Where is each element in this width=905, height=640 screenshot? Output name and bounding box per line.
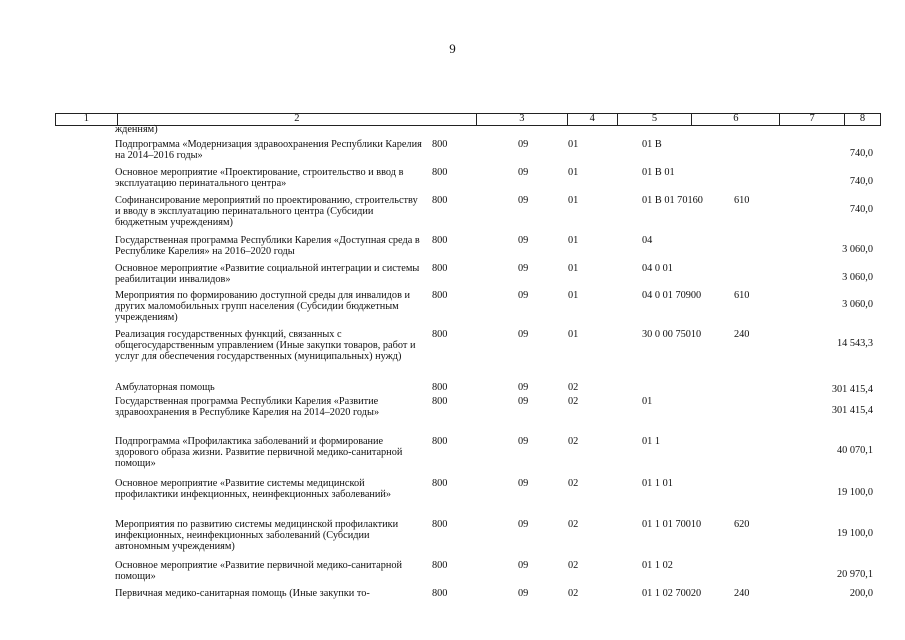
- header-col-7: 7: [779, 114, 844, 125]
- row-section-code: 09: [518, 436, 529, 447]
- header-col-3: 3: [476, 114, 567, 125]
- row-section-code: 09: [518, 263, 529, 274]
- row-target-article: 30 0 00 75010: [642, 329, 702, 340]
- row-target-article: 01 В 01: [642, 167, 675, 178]
- row-section-code: 09: [518, 560, 529, 571]
- row-target-article: 01 1 02: [642, 560, 673, 571]
- row-section-code: 09: [518, 478, 529, 489]
- row-ministry-code: 800: [432, 290, 448, 301]
- row-target-article: 01: [642, 396, 653, 407]
- row-expense-type: 240: [734, 329, 750, 340]
- page-number: 9: [449, 41, 456, 56]
- row-ministry-code: 800: [432, 139, 448, 150]
- row-section-code: 09: [518, 588, 529, 599]
- row-name: Основное мероприятие «Развитие первичной медико-санитарной помощи»: [115, 560, 403, 583]
- row-subsection-code: 02: [568, 560, 579, 571]
- row-target-article: 01 В: [642, 139, 662, 150]
- row-name: жденням): [115, 124, 158, 135]
- row-amount: 200,0: [849, 588, 873, 599]
- row-section-code: 09: [518, 290, 529, 301]
- row-subsection-code: 02: [568, 519, 579, 530]
- header-col-2: 2: [117, 114, 476, 125]
- row-amount: 40 070,1: [836, 445, 873, 456]
- row-subsection-code: 01: [568, 263, 579, 274]
- row-target-article: 01 1 01: [642, 478, 673, 489]
- row-section-code: 09: [518, 195, 529, 206]
- row-ministry-code: 800: [432, 167, 448, 178]
- row-amount: 3 060,0: [842, 299, 873, 310]
- row-ministry-code: 800: [432, 396, 448, 407]
- row-subsection-code: 01: [568, 139, 579, 150]
- row-name: Подпрограмма «Профилактика заболеваний и формирование здорового образа жизни. Развитие первичной медико-санитарной помощи»: [115, 436, 403, 470]
- row-ministry-code: 800: [432, 519, 448, 530]
- row-name: Основное мероприятие «Развитие социальной интеграции и системы реабилитации инвалидов»: [115, 263, 420, 286]
- row-ministry-code: 800: [432, 382, 448, 393]
- row-subsection-code: 01: [568, 167, 579, 178]
- row-subsection-code: 01: [568, 235, 579, 246]
- row-ministry-code: 800: [432, 329, 448, 340]
- row-ministry-code: 800: [432, 588, 448, 599]
- row-ministry-code: 800: [432, 263, 448, 274]
- row-section-code: 09: [518, 519, 529, 530]
- row-name: Мероприятия по развитию системы медицинской профилактики инфекционных, неинфекционных заболеваний (Субсидии автономным учреждениям): [115, 519, 399, 553]
- row-name: Первичная медико-санитарная помощь (Иные закупки то-: [115, 588, 370, 599]
- row-amount: 3 060,0: [842, 244, 873, 255]
- row-subsection-code: 02: [568, 588, 579, 599]
- row-target-article: 01 1: [642, 436, 661, 447]
- row-name: Реализация государственных функций, связанных с общегосударственным управлением (Иные закупки товаров, работ и услуг для обеспечения государственных (муниципальных) нужд): [115, 329, 416, 363]
- row-ministry-code: 800: [432, 560, 448, 571]
- row-subsection-code: 02: [568, 382, 579, 393]
- row-target-article: 04: [642, 235, 653, 246]
- row-amount: 3 060,0: [842, 272, 873, 283]
- row-ministry-code: 800: [432, 195, 448, 206]
- header-col-6: 6: [691, 114, 779, 125]
- row-section-code: 09: [518, 329, 529, 340]
- header-col-4: 4: [567, 114, 617, 125]
- row-amount: 20 970,1: [836, 569, 873, 580]
- row-name: Подпрограмма «Модернизация здравоохранения Республики Карелия на 2014–2016 годы»: [115, 139, 422, 162]
- row-name: Амбулаторная помощь: [115, 382, 215, 393]
- row-amount: 740,0: [849, 148, 873, 159]
- row-amount: 301 415,4: [831, 384, 873, 395]
- row-name: Государственная программа Республики Карелия «Доступная среда в Республике Карелия» на 2016–2020 годы: [115, 235, 420, 258]
- row-name: Мероприятия по формированию доступной среды для инвалидов и других маломобильных групп населения (Субсидии бюджетным учреждениям): [115, 290, 411, 324]
- row-target-article: 01 В 01 70160: [642, 195, 703, 206]
- row-target-article: 01 1 02 70020: [642, 588, 702, 599]
- row-section-code: 09: [518, 235, 529, 246]
- row-target-article: 04 0 01 70900: [642, 290, 702, 301]
- row-name: Основное мероприятие «Развитие системы медицинской профилактики инфекционных, неинфекционных заболеваний»: [115, 478, 392, 501]
- row-section-code: 09: [518, 167, 529, 178]
- row-expense-type: 240: [734, 588, 750, 599]
- row-name: Софинансирование мероприятий по проектированию, строительству и вводу в эксплуатацию перинатального центра (Субсидии бюджетным учреждениям): [115, 195, 418, 229]
- row-section-code: 09: [518, 382, 529, 393]
- row-target-article: 01 1 01 70010: [642, 519, 702, 530]
- row-expense-type: 620: [734, 519, 750, 530]
- header-col-1: 1: [83, 113, 90, 125]
- header-col-8: 8: [844, 114, 880, 125]
- row-amount: 740,0: [849, 176, 873, 187]
- row-subsection-code: 02: [568, 396, 579, 407]
- row-target-article: 04 0 01: [642, 263, 673, 274]
- row-ministry-code: 800: [432, 478, 448, 489]
- row-subsection-code: 01: [568, 329, 579, 340]
- row-amount: 740,0: [849, 204, 873, 215]
- row-subsection-code: 01: [568, 290, 579, 301]
- row-subsection-code: 01: [568, 195, 579, 206]
- row-subsection-code: 02: [568, 478, 579, 489]
- row-amount: 301 415,4: [831, 405, 873, 416]
- row-ministry-code: 800: [432, 235, 448, 246]
- row-name: Государственная программа Республики Карелия «Развитие здравоохранения в Республике Карелия на 2014–2020 годы»: [115, 396, 380, 419]
- row-amount: 19 100,0: [836, 487, 873, 498]
- row-section-code: 09: [518, 396, 529, 407]
- row-ministry-code: 800: [432, 436, 448, 447]
- row-expense-type: 610: [734, 195, 750, 206]
- header-col-5: 5: [617, 114, 692, 125]
- row-amount: 19 100,0: [836, 528, 873, 539]
- row-name: Основное мероприятие «Проектирование, строительство и ввод в эксплуатацию перинатального центра»: [115, 167, 404, 190]
- row-subsection-code: 02: [568, 436, 579, 447]
- row-expense-type: 610: [734, 290, 750, 301]
- row-section-code: 09: [518, 139, 529, 150]
- row-amount: 14 543,3: [836, 338, 873, 349]
